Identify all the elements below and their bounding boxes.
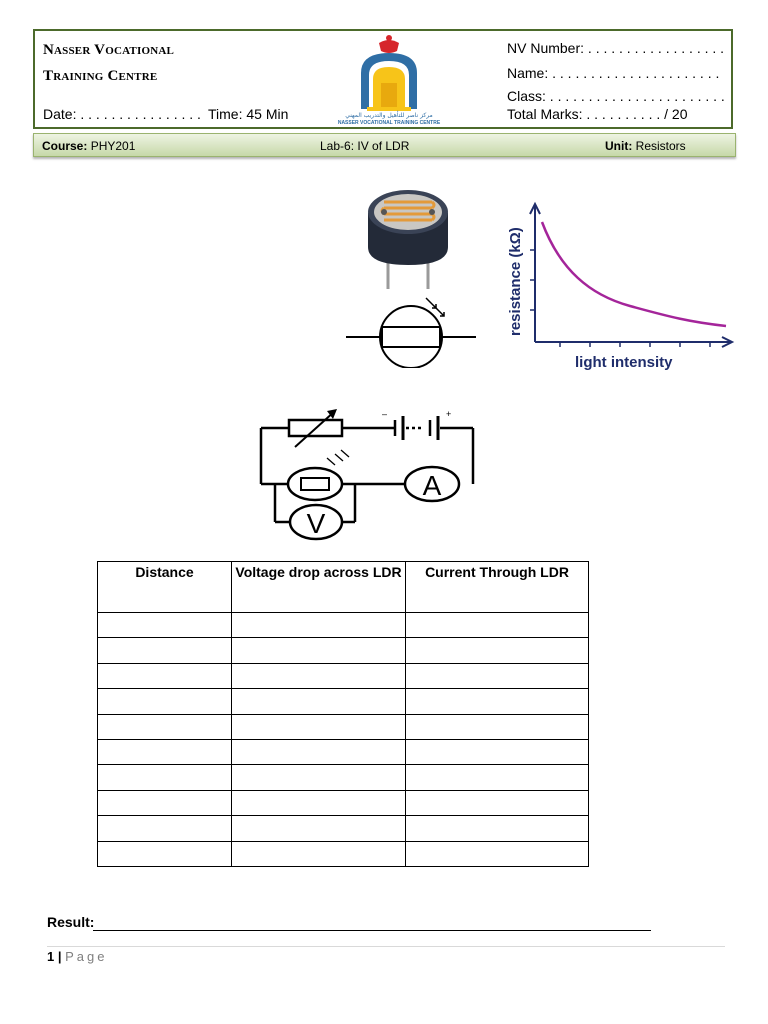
table-cell[interactable] (98, 765, 232, 790)
table-cell[interactable] (232, 841, 406, 866)
table-body (98, 613, 589, 867)
table-cell[interactable] (232, 765, 406, 790)
table-cell[interactable] (98, 790, 232, 815)
table-row (98, 663, 589, 688)
table-cell[interactable] (406, 613, 589, 638)
resistance-curve (542, 222, 726, 326)
table-cell[interactable] (406, 841, 589, 866)
nv-number-field: NV Number: . . . . . . . . . . . . . . . . . . (507, 40, 725, 56)
table-cell[interactable] (98, 816, 232, 841)
course-info: Course: PHY201 (42, 139, 136, 153)
ldr-component-image (358, 185, 458, 290)
svg-text:مركز ناصر للتأهيل والتدريب الم: مركز ناصر للتأهيل والتدريب المهني (345, 112, 433, 119)
ammeter-symbol: A (422, 470, 442, 501)
table-cell[interactable] (406, 714, 589, 739)
unit-info: Unit: Resistors (605, 139, 686, 153)
table-cell[interactable] (406, 765, 589, 790)
table-cell[interactable] (98, 689, 232, 714)
total-marks-field: Total Marks: . . . . . . . . . . / 20 (507, 106, 688, 122)
table-cell[interactable] (232, 613, 406, 638)
table-cell[interactable] (406, 816, 589, 841)
table-row (98, 613, 589, 638)
table-row (98, 816, 589, 841)
resistance-light-graph (500, 200, 740, 380)
column-header-voltage: Voltage drop across LDR (232, 562, 406, 613)
column-header-current: Current Through LDR (406, 562, 589, 613)
result-label: Result: (47, 914, 95, 930)
table-row (98, 638, 589, 663)
table-cell[interactable] (232, 816, 406, 841)
header-box (33, 29, 733, 129)
table-cell[interactable] (406, 790, 589, 815)
institution-line-1: Nasser Vocational (43, 42, 175, 58)
institution-line-2: Training Centre (43, 68, 158, 84)
table-cell[interactable] (232, 714, 406, 739)
table-cell[interactable] (406, 689, 589, 714)
course-bar (33, 133, 736, 157)
result-answer-line[interactable] (93, 930, 651, 931)
table-cell[interactable] (98, 663, 232, 688)
table-cell[interactable] (232, 790, 406, 815)
page-word: Page (65, 949, 108, 964)
institution-logo (323, 33, 455, 125)
footer-rule (47, 946, 725, 947)
table-cell[interactable] (232, 663, 406, 688)
battery-negative-sign: – (382, 409, 388, 419)
institution-name (43, 37, 174, 89)
svg-text:NASSER VOCATIONAL TRAINING CEN: NASSER VOCATIONAL TRAINING CENTRE (337, 120, 441, 125)
table-cell[interactable] (98, 638, 232, 663)
table-cell[interactable] (232, 689, 406, 714)
table-cell[interactable] (232, 638, 406, 663)
table-cell[interactable] (406, 638, 589, 663)
table-cell[interactable] (98, 714, 232, 739)
page-number: 1 (47, 949, 55, 964)
class-field: Class: . . . . . . . . . . . . . . . . . . . . . . . (507, 88, 725, 104)
page-separator: | (57, 949, 62, 964)
date-field: Date: . . . . . . . . . . . . . . . . (43, 106, 201, 122)
battery-positive-sign: + (446, 409, 452, 419)
time-field: Time: 45 Min (208, 106, 289, 122)
table-cell[interactable] (232, 739, 406, 764)
table-row (98, 689, 589, 714)
column-header-distance: Distance (98, 562, 232, 613)
table-cell[interactable] (98, 841, 232, 866)
voltmeter-symbol: V (306, 508, 326, 539)
table-row (98, 790, 589, 815)
table-cell[interactable] (406, 663, 589, 688)
page-footer (47, 949, 108, 964)
graph-x-label: light intensity (575, 354, 673, 371)
table-row (98, 714, 589, 739)
table-row (98, 841, 589, 866)
measurement-table (97, 561, 589, 867)
table-cell[interactable] (98, 739, 232, 764)
graph-y-label: resistance (kΩ) (507, 227, 524, 336)
table-row (98, 739, 589, 764)
name-field: Name: . . . . . . . . . . . . . . . . . . . . . . (507, 65, 720, 81)
table-row (98, 765, 589, 790)
table-cell[interactable] (98, 613, 232, 638)
ldr-symbol (344, 296, 478, 368)
table-cell[interactable] (406, 739, 589, 764)
lab-title: Lab-6: IV of LDR (320, 139, 410, 153)
circuit-diagram (255, 405, 480, 545)
